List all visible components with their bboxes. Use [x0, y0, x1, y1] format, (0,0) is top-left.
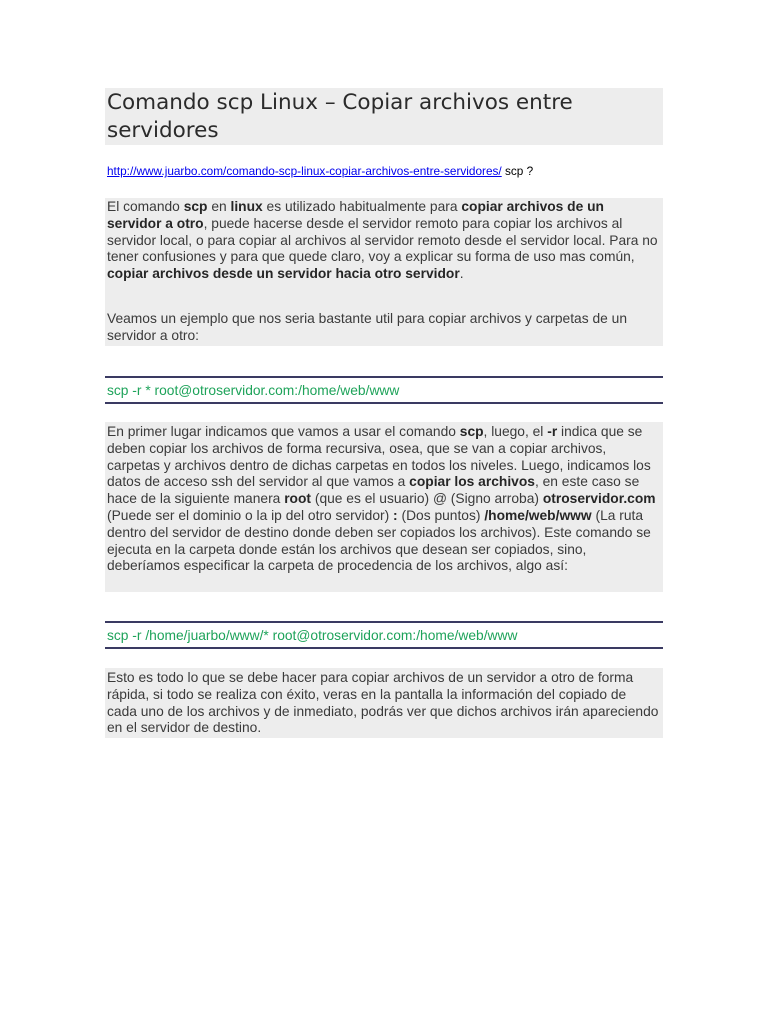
paragraph-example-intro: Veamos un ejemplo que nos seria bastante util para copiar archivos y carpetas de un servidor a otro:: [107, 311, 627, 343]
code-block-2: [105, 621, 663, 649]
code-line-2: scp -r /home/juarbo/www/* root@otroservidor.com:/home/web/www: [107, 628, 518, 643]
intro-block: [105, 198, 663, 346]
conclusion-block: [105, 668, 663, 738]
paragraph-intro: El comando scp en linux es utilizado habitualmente para copiar archivos de un servidor a otro, puede hacerse desde el servidor remoto para copiar los archivos al servidor local, o para copiar al archivos al servidor remoto desde el servidor local. Para no tener confusiones y para que quede claro, voy a explicar su forma de uso mas común, copiar archivos desde un servidor hacia otro servidor.: [107, 199, 658, 282]
page-title: Comando scp Linux – Copiar archivos entre servidores: [107, 90, 573, 143]
paragraph-explanation: En primer lugar indicamos que vamos a usar el comando scp, luego, el -r indica que se deben copiar los archivos de forma recursiva, osea, que se van a copiar archivos, carpetas y archivos dentro de dichas carpetas en todos los niveles. Luego, indicamos los datos de acceso ssh del servidor al que vamos a copiar los archivos, en este caso se hace de la siguiente manera root (que es el usuario) @ (Signo arroba) otroservidor.com (Puede ser el dominio o la ip del otro servidor) : (Dos puntos) /home/web/www (La ruta dentro del servidor de destino donde deben ser copiados los archivos). Este comando se ejecuta en la carpeta donde están los archivos que desean ser copiados, sino, deberíamos especificar la carpeta de procedencia de los archivos, algo así:: [107, 424, 656, 574]
paragraph-conclusion: Esto es todo lo que se debe hacer para copiar archivos de un servidor a otro de forma rápida, si todo se realiza con éxito, veras en la pantalla la información del copiado de cada uno de los archivos y de inmediato, podrás ver que dichos archivos irán apareciendo en el servidor de destino.: [107, 670, 659, 736]
source-link-suffix: scp ?: [501, 164, 534, 178]
source-link[interactable]: http://www.juarbo.com/comando-scp-linux-copiar-archivos-entre-servidores/: [107, 164, 502, 178]
code-line-1: scp -r * root@otroservidor.com:/home/web/www: [107, 383, 400, 398]
explanation-block: [105, 422, 663, 592]
title-block: [105, 88, 663, 145]
source-link-line: [107, 162, 667, 180]
code-block-1: [105, 376, 663, 404]
